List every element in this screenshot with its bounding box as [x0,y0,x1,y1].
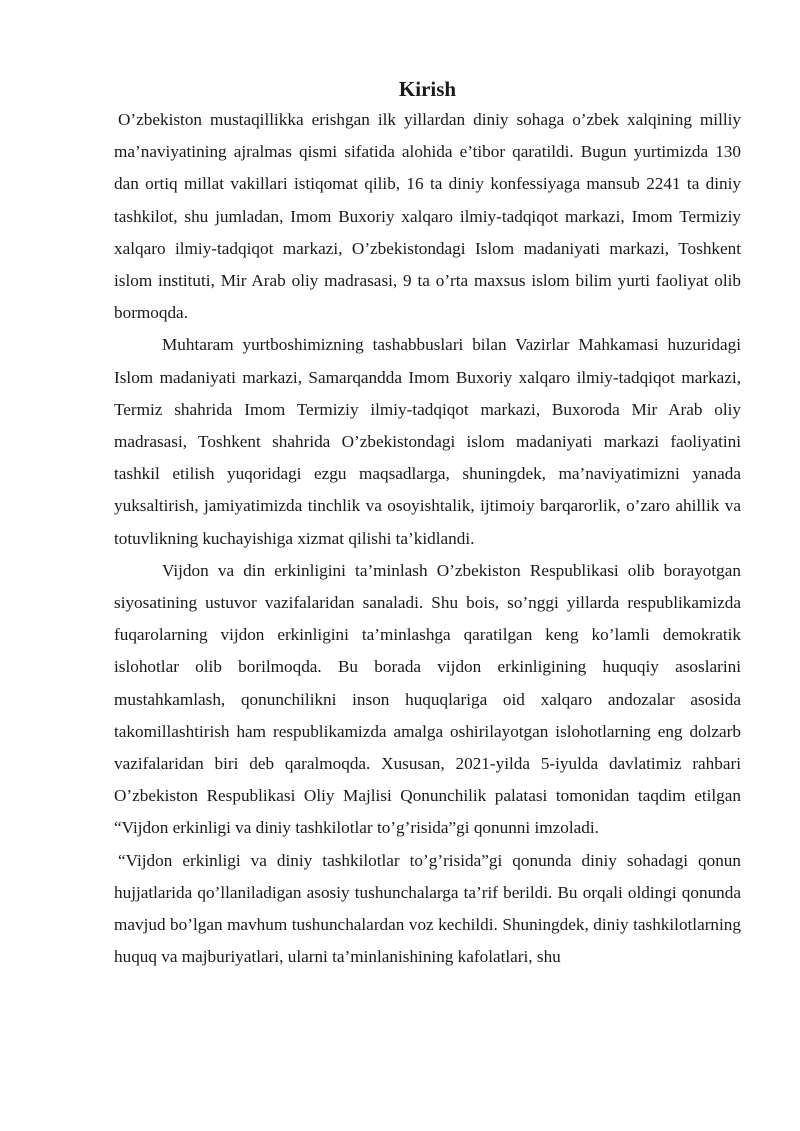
document-title: Kirish [398,77,457,101]
paragraph-1: O’zbekiston mustaqillikka erishgan ilk yillardan diniy sohaga o’zbek xalqining milliy ma’naviyatining ajralmas qismi sifatida alohida e’tibor qaratildi. Bugun yurtimizda 130 dan ortiq millat vakillari istiqomat qilib, 16 ta diniy konfessiyaga mansub 2241 ta diniy tashkilot, shu jumladan, Imom Buxoriy xalqaro ilmiy-tadqiqot markazi, Imom Termiziy xalqaro ilmiy-tadqiqot markazi, O’zbekistondagi Islom madaniyati markazi, Toshkent islom instituti, Mir Arab oliy madrasasi, 9 ta o’rta maxsus islom bilim yurti faoliyat olib bormoqda. [114,110,741,323]
paragraph-3: Vijdon va din erkinligini ta’minlash O’zbekiston Respublikasi olib borayotgan siyosatining ustuvor vazifalaridan sanaladi. Shu bois, so’nggi yillarda respublikamizda fuqarolarning vijdon erkinligini ta’minlashga qaratilgan keng ko’lamli demokratik islohotlar olib borilmoqda. Bu borada vijdon erkinligining huquqiy asoslarini mustahkamlash, qonunchilikni inson huquqlariga oid xalqaro andozalar asosida takomillashtirish ham respublikamizda amalga oshirilayotgan islohotlarning eng dolzarb vazifalaridan biri deb qaralmoqda. Xususan, 2021-yilda 5-iyulda davlatimiz rahbari O’zbekiston Respublikasi Oliy Majlisi Qonunchilik palatasi tomonidan taqdim etilgan “Vijdon erkinligi va diniy tashkilotlar to’g’risida”gi qonunni imzoladi. [114,560,741,838]
document-page [114,74,741,973]
paragraph-4: “Vijdon erkinligi va diniy tashkilotlar to’g’risida”gi qonunda diniy sohadagi qonun hujjatlarida qo’llaniladigan asosiy tushunchalarga ta’rif berildi. Bu orqali oldingi qonunda mavjud bo’lgan mavhum tushunchalardan voz kechildi. Shuningdek, diniy tashkilotlarning huquq va majburiyatlari, ularni ta’minlanishining kafolatlari, shu [114,850,741,967]
paragraph-2: Muhtaram yurtboshimizning tashabbuslari bilan Vazirlar Mahkamasi huzuridagi Islom madaniyati markazi, Samarqandda Imom Buxoriy xalqaro ilmiy-tadqiqot markazi, Termiz shahrida Imom Termiziy ilmiy-tadqiqot markazi, Buxoroda Mir Arab oliy madrasasi, Toshkent shahrida O’zbekistondagi islom madaniyati markazi faoliyatini tashkil etilish yuqoridagi ezgu maqsadlarga, shuningdek, ma’naviyatimizni yanada yuksaltirish, jamiyatimizda tinchlik va osoyishtalik, ijtimoiy barqarorlik, o’zaro ahillik va totuvlikning kuchayishiga xizmat qilishi ta’kidlandi. [114,335,741,548]
